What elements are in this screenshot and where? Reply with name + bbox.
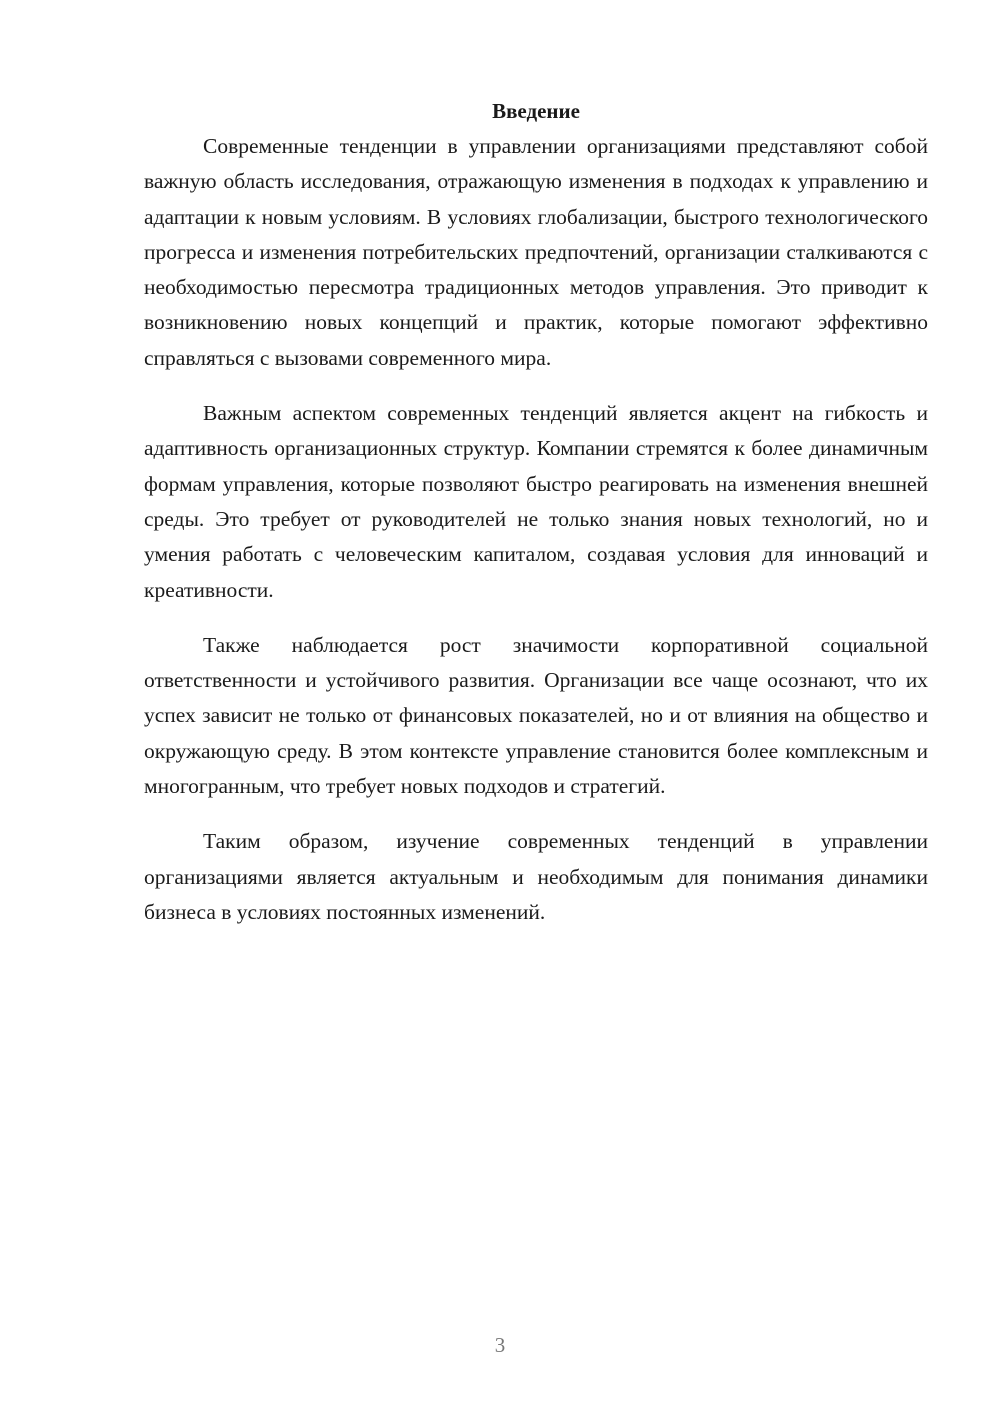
paragraph-1: Современные тенденции в управлении организациями представляют собой важную область исследования, отражающую изменения в подходах к управлению и адаптации к новым условиям. В условиях глобализации, быстрого технологического прогресса и изменения потребительских предпочтений, организации сталкиваются с необходимостью пересмотра традиционных методов управления. Это приводит к возникновению новых концепций и практик, которые помогают эффективно справляться с вызовами современного мира. bbox=[144, 134, 928, 370]
section-title: Введение bbox=[492, 99, 580, 123]
paragraph-3: Также наблюдается рост значимости корпоративной социальной ответственности и устойчивого развития. Организации все чаще осознают, что их успех зависит не только от финансовых показателей, но и от влияния на общество и окружающую среду. В этом контексте управление становится более комплексным и многогранным, что требует новых подходов и стратегий. bbox=[144, 632, 928, 799]
document-body bbox=[144, 95, 928, 950]
paragraph-4: Таким образом, изучение современных тенденций в управлении организациями является актуальным и необходимым для понимания динамики бизнеса в условиях постоянных изменений. bbox=[144, 829, 928, 924]
paragraph-2: Важным аспектом современных тенденций является акцент на гибкость и адаптивность организационных структур. Компании стремятся к более динамичным формам управления, которые позволяют быстро реагировать на изменения внешней среды. Это требует от руководителей не только знания новых технологий, но и умения работать с человеческим капиталом, создавая условия для инноваций и креативности. bbox=[144, 401, 928, 602]
page-number: 3 bbox=[494, 1333, 506, 1357]
